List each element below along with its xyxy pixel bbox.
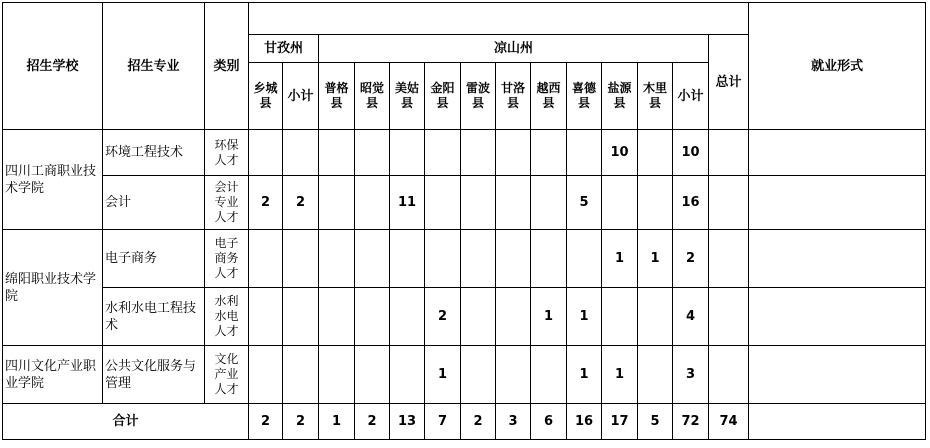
value-cell — [461, 176, 496, 230]
header-county-xide: 喜德县 — [567, 63, 602, 130]
value-cell — [319, 176, 355, 230]
value-cell — [249, 346, 283, 404]
header-employment: 就业形式 — [749, 3, 926, 130]
totals-row — [3, 404, 926, 440]
school-cell: 四川工商职业技术学院 — [3, 130, 103, 230]
value-cell — [249, 288, 283, 346]
value-cell — [355, 230, 390, 288]
header-county-xiangcheng: 乡城县 — [249, 63, 283, 130]
value-cell — [355, 288, 390, 346]
header-category: 类别 — [205, 3, 249, 130]
header-county-leibo: 雷波县 — [461, 63, 496, 130]
table-row — [3, 130, 926, 176]
value-cell — [531, 130, 567, 176]
major-cell: 会计 — [103, 176, 205, 230]
value-cell — [319, 230, 355, 288]
header-county-yanyuan: 盐源县 — [602, 63, 638, 130]
total-cell: 16 — [567, 404, 602, 440]
category-cell: 环保人才 — [205, 130, 249, 176]
header-county-yuexi: 越西县 — [531, 63, 567, 130]
value-cell — [283, 230, 319, 288]
value-cell — [390, 130, 425, 176]
value-cell: 1 — [602, 346, 638, 404]
table-row — [3, 176, 926, 230]
header-county-meigu: 美姑县 — [390, 63, 425, 130]
category-cell: 电子商务人才 — [205, 230, 249, 288]
value-cell — [461, 130, 496, 176]
value-cell: 2 — [425, 288, 461, 346]
category-cell: 文化产业人才 — [205, 346, 249, 404]
value-cell — [638, 176, 673, 230]
table-row — [3, 346, 926, 404]
total-cell: 3 — [496, 404, 531, 440]
value-cell — [709, 130, 749, 176]
value-cell — [496, 230, 531, 288]
employment-cell — [749, 230, 926, 288]
value-cell — [355, 346, 390, 404]
value-cell — [709, 176, 749, 230]
value-cell — [283, 288, 319, 346]
value-cell — [461, 230, 496, 288]
value-cell — [425, 230, 461, 288]
value-cell: 10 — [602, 130, 638, 176]
value-cell — [390, 288, 425, 346]
value-cell — [249, 230, 283, 288]
employment-cell — [749, 130, 926, 176]
value-cell — [638, 346, 673, 404]
value-cell — [283, 346, 319, 404]
table-row — [3, 230, 926, 288]
value-cell: 16 — [673, 176, 709, 230]
total-cell: 2 — [461, 404, 496, 440]
header-county-ganluo: 甘洛县 — [496, 63, 531, 130]
value-cell — [461, 288, 496, 346]
value-cell — [602, 176, 638, 230]
enrollment-table — [2, 2, 926, 440]
value-cell: 2 — [283, 176, 319, 230]
header-top-band — [249, 3, 749, 35]
value-cell: 1 — [638, 230, 673, 288]
header-ganzi: 甘孜州 — [249, 35, 319, 63]
value-cell — [496, 130, 531, 176]
header-county-jinyang: 金阳县 — [425, 63, 461, 130]
value-cell — [638, 130, 673, 176]
header-total: 总计 — [709, 35, 749, 130]
employment-cell — [749, 176, 926, 230]
value-cell — [709, 346, 749, 404]
category-cell: 会计专业人才 — [205, 176, 249, 230]
total-cell: 2 — [249, 404, 283, 440]
total-cell: 72 — [673, 404, 709, 440]
value-cell — [709, 230, 749, 288]
total-cell: 2 — [283, 404, 319, 440]
value-cell — [249, 130, 283, 176]
header-liangshan: 凉山州 — [319, 35, 709, 63]
value-cell: 11 — [390, 176, 425, 230]
value-cell — [283, 130, 319, 176]
header-school: 招生学校 — [3, 3, 103, 130]
value-cell: 10 — [673, 130, 709, 176]
header-county-puge: 普格县 — [319, 63, 355, 130]
value-cell — [390, 230, 425, 288]
header-ganzi-subtotal: 小计 — [283, 63, 319, 130]
major-cell: 水利水电工程技术 — [103, 288, 205, 346]
total-cell: 13 — [390, 404, 425, 440]
value-cell — [567, 130, 602, 176]
value-cell — [319, 130, 355, 176]
value-cell — [567, 230, 602, 288]
value-cell — [425, 176, 461, 230]
total-cell: 1 — [319, 404, 355, 440]
header-major: 招生专业 — [103, 3, 205, 130]
value-cell — [461, 346, 496, 404]
category-cell: 水利水电人才 — [205, 288, 249, 346]
value-cell — [531, 176, 567, 230]
value-cell — [531, 230, 567, 288]
school-cell: 四川文化产业职业学院 — [3, 346, 103, 404]
value-cell — [425, 130, 461, 176]
employment-cell — [749, 346, 926, 404]
employment-cell — [749, 288, 926, 346]
major-cell: 环境工程技术 — [103, 130, 205, 176]
value-cell: 1 — [567, 288, 602, 346]
value-cell: 2 — [673, 230, 709, 288]
total-cell: 7 — [425, 404, 461, 440]
value-cell — [319, 288, 355, 346]
value-cell — [602, 288, 638, 346]
value-cell — [638, 288, 673, 346]
total-cell: 17 — [602, 404, 638, 440]
major-cell: 电子商务 — [103, 230, 205, 288]
value-cell — [355, 130, 390, 176]
value-cell: 1 — [602, 230, 638, 288]
major-cell: 公共文化服务与管理 — [103, 346, 205, 404]
header-county-muli: 木里县 — [638, 63, 673, 130]
value-cell — [709, 288, 749, 346]
total-cell: 74 — [709, 404, 749, 440]
value-cell — [355, 176, 390, 230]
school-cell: 绵阳职业技术学院 — [3, 230, 103, 346]
value-cell: 1 — [531, 288, 567, 346]
total-cell: 5 — [638, 404, 673, 440]
total-cell: 2 — [355, 404, 390, 440]
header-county-zhaojue: 昭觉县 — [355, 63, 390, 130]
value-cell — [496, 288, 531, 346]
value-cell: 1 — [425, 346, 461, 404]
value-cell — [319, 346, 355, 404]
value-cell — [496, 346, 531, 404]
table-row — [3, 288, 926, 346]
value-cell: 3 — [673, 346, 709, 404]
value-cell — [531, 346, 567, 404]
total-employment-cell — [749, 404, 926, 440]
value-cell — [496, 176, 531, 230]
header-liangshan-subtotal: 小计 — [673, 63, 709, 130]
value-cell: 2 — [249, 176, 283, 230]
value-cell: 4 — [673, 288, 709, 346]
total-cell: 6 — [531, 404, 567, 440]
value-cell: 1 — [567, 346, 602, 404]
value-cell — [390, 346, 425, 404]
value-cell: 5 — [567, 176, 602, 230]
totals-label: 合计 — [3, 404, 249, 440]
